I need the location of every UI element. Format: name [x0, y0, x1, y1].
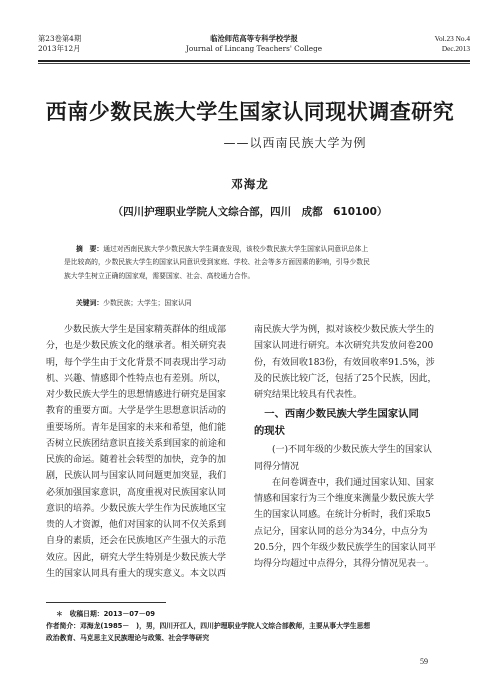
body-line: 份，有效回收183份，有效回收率91.5%，涉 [254, 357, 435, 368]
body-line: 生的国家认同具有重大的现实意义。本文以西 [46, 568, 227, 579]
body-line: 否树立民族团结意识直接关系到国家的前途和 [46, 438, 227, 449]
subsection-heading-line: 同得分情况 [254, 461, 300, 472]
header-volume-en [435, 34, 470, 54]
footnote-received-date: ＊ 收稿日期：2013－07－09 [56, 610, 156, 618]
footnote-author-info: 政治教育、马克思主义民族理论与政策、社会学等研究 [46, 634, 210, 642]
body-line: 点记分，国家认同的总分为34分，中点分为 [254, 526, 428, 537]
volume-en: Vol.23 No.4 [434, 34, 470, 43]
body-line: 对少数民族大学生的思想情感进行研究是国家 [46, 390, 227, 400]
body-line: 分，也是少数民族文化的继承者。相关研究表 [46, 341, 227, 352]
right-column [254, 322, 448, 572]
body-line: 研究结果比较具有代表性。 [254, 390, 363, 400]
body-line: 及的民族比较广泛，包括了25个民族，因此， [254, 373, 437, 384]
keywords-label: 关键词： [76, 299, 104, 307]
body-line: 国家认同进行研究。本次研究共发放问卷200 [254, 341, 434, 352]
author-name: 邓海龙 [231, 177, 269, 191]
footnote-author-info: 作者简介：邓海龙(1985－ )，男，四川开江人，四川护理职业学院人文综合部教师，主要从事大学生思想 [46, 622, 371, 630]
body-line: 20.5分，四个年级少数民族学生的国家认同平 [254, 542, 437, 553]
body-line: 剧，民族认同与国家认同问题更加突显，我们 [46, 471, 227, 482]
abstract-line: 是比较高的，少数民族大学生的国家认同意识受到家庭、学校、社会等多方面因素的影响，引导少数民 [64, 258, 370, 267]
body-line: 南民族大学为例，拟对该校少数民族大学生的 [254, 325, 435, 335]
body-line: 贵的人才资源，他们对国家的认同不仅关系到 [46, 520, 227, 530]
section-heading [254, 406, 448, 440]
page-number: 59 [420, 657, 428, 666]
abstract-text: 通过对西南民族大学少数民族大学生调查发现，该校少数民族大学生国家认同意识总体上 [103, 245, 369, 253]
abstract-label: 摘 要： [76, 245, 104, 253]
abstract [64, 243, 436, 283]
journal-name-cn: 临沧师范高等专科学校学报 [210, 34, 298, 43]
body-line: 自身的素质，还会在民族地区产生强大的示范 [46, 536, 227, 547]
paper-subtitle: ——以西南民族大学为例 [223, 136, 367, 150]
body-line: 少数民族大学生是国家精英群体的组成部 [46, 325, 227, 335]
footnote [46, 608, 456, 644]
section-heading-line: 一、西南少数民族大学生国家认同 [254, 408, 419, 421]
date-cn: 2013年12月 [38, 44, 81, 53]
body-line: 生的国家认同感。在统计分析时，我们采取5 [254, 510, 431, 521]
body-line: 民族的命运。随着社会转型的加快，竞争的加 [46, 455, 227, 465]
header-journal [38, 34, 470, 54]
date-en: Dec.2013 [441, 44, 470, 53]
body-line: 意识的培养。少数民族大学生作为民族地区宝 [46, 503, 227, 514]
keywords-text: 少数民族；大学生；国家认同 [103, 299, 192, 307]
keywords [76, 297, 192, 307]
subsection-heading-line: (一)不同年级的少数民族大学生的国家认 [254, 445, 433, 456]
abstract-line [64, 243, 436, 256]
header-rule-thin [38, 63, 470, 64]
body-line: 均得分均超过中点得分，其得分情况见表一。 [254, 559, 435, 569]
author-affiliation: （四川护理职业学院人文综合部，四川 成都 610100） [112, 206, 388, 218]
body-line: 必须加强国家意识，高度重视对民族国家认同 [46, 487, 227, 498]
abstract-line: 族大学生树立正确的国家观，需要国家、社会、高校通力合作。 [64, 271, 255, 280]
header-rule-thick [38, 60, 470, 62]
paper-title: 西南少数民族大学生国家认同现状调查研究 [45, 99, 455, 124]
left-column [46, 322, 240, 582]
volume-cn: 第23卷第4期 [38, 34, 82, 43]
body-line: 明，每个学生由于文化背景不同表现出学习动 [46, 357, 227, 368]
body-line: 机、兴趣、情感即个性特点也有差别。所以， [46, 373, 227, 384]
body-line: 情感和国家行为三个维度来测量少数民族大学 [254, 494, 435, 504]
body-line: 效应。因此，研究大学生特别是少数民族大学 [46, 552, 227, 563]
footnote-rule [46, 602, 166, 603]
body-line: 在问卷调查中，我们通过国家认知、国家 [254, 477, 435, 488]
body-line: 教育的重要方面。大学是学生思想意识活动的 [46, 406, 227, 417]
journal-name-en: Journal of Lincang Teachers' College [185, 44, 323, 53]
body-line: 重要场所。青年是国家的未来和希望，他们能 [46, 422, 227, 433]
section-heading-line: 的现状 [254, 425, 285, 438]
